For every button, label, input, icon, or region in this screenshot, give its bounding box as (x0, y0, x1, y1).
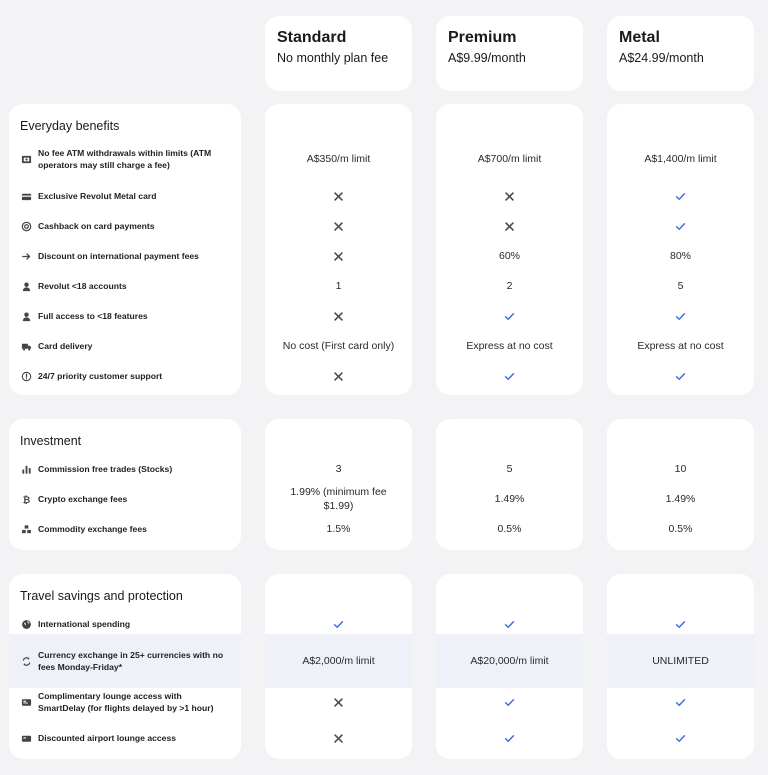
arrow-right-icon (21, 251, 32, 262)
cashback-icon (21, 221, 32, 232)
feature-row (9, 686, 241, 718)
plan-name: Standard (277, 29, 347, 46)
section-plan-card (607, 574, 754, 759)
plan-header (436, 16, 583, 67)
feature-label: International spending (38, 619, 131, 629)
feature-label: Exclusive Revolut Metal card (38, 191, 157, 201)
section-title: Everyday benefits (20, 119, 120, 133)
check-icon (265, 612, 412, 636)
plan-value: 1.49% (494, 493, 525, 505)
plan-value: 3 (335, 463, 342, 475)
plan-value: 5 (677, 280, 684, 292)
plan-value: A$1,400/m limit (644, 153, 717, 165)
check-icon (607, 686, 754, 718)
cross-icon (265, 726, 412, 750)
globe-icon (21, 619, 32, 630)
cross-icon (265, 214, 412, 238)
section-plan-card (436, 574, 583, 759)
plan-value: A$350/m limit (306, 153, 371, 165)
cross-icon (436, 184, 583, 208)
plan-value: Express at no cost (637, 340, 724, 352)
plan-value: 10 (674, 463, 687, 475)
feature-row (9, 640, 241, 682)
section-title: Investment (20, 434, 82, 448)
section-plan-card (265, 574, 412, 759)
feature-row (9, 483, 241, 515)
kid-icon (21, 311, 32, 322)
plan-value: 2 (506, 280, 513, 292)
plan-header (607, 16, 754, 67)
plan-value: 0.5% (668, 523, 693, 535)
plan-value: 1.5% (326, 523, 351, 535)
cross-icon (265, 304, 412, 328)
plan-header-card (436, 16, 583, 91)
feature-row (9, 184, 241, 208)
exchange-icon (21, 656, 32, 667)
plan-price: A$24.99/month (619, 51, 704, 65)
bar-chart-icon (21, 464, 32, 475)
lounge-icon (21, 697, 32, 708)
check-icon (607, 612, 754, 636)
plan-name: Metal (619, 29, 660, 46)
check-icon (436, 686, 583, 718)
svg-text:₿: ₿ (22, 494, 31, 505)
section-plan-card (265, 104, 412, 395)
section-plan-card (607, 419, 754, 550)
plan-value: 1.49% (665, 493, 696, 505)
feature-row (9, 244, 241, 268)
commodity-icon (21, 524, 32, 535)
atm-icon (21, 154, 32, 165)
section-feature-card (9, 419, 241, 550)
plan-price: No monthly plan fee (277, 51, 389, 65)
cross-icon (265, 244, 412, 268)
section-plan-card (607, 104, 754, 395)
check-icon (607, 184, 754, 208)
cross-icon (436, 214, 583, 238)
feature-label: Crypto exchange fees (38, 494, 128, 504)
plan-value: UNLIMITED (652, 655, 709, 667)
plan-value: 80% (669, 250, 691, 262)
feature-label: Currency exchange in 25+ currencies with no fees Monday-Friday* (38, 650, 224, 672)
feature-row (9, 144, 241, 174)
feature-label: Complimentary lounge access with SmartDelay (for flights delayed by >1 hour) (38, 691, 214, 713)
check-icon (436, 304, 583, 328)
plan-value: 1.99% (minimum fee $1.99) (290, 486, 387, 512)
bitcoin-icon (21, 494, 32, 505)
check-icon (436, 364, 583, 388)
plan-value: A$20,000/m limit (470, 655, 549, 667)
cross-icon (265, 184, 412, 208)
feature-label: Commission free trades (Stocks) (38, 464, 173, 474)
section-feature-card (9, 574, 241, 759)
plan-name: Premium (448, 29, 517, 46)
card-icon (21, 191, 32, 202)
section-feature-card (9, 104, 241, 395)
plan-value: A$2,000/m limit (302, 655, 375, 667)
feature-label: Full access to <18 features (38, 311, 148, 321)
plan-value: 60% (498, 250, 520, 262)
section-plan-card (265, 419, 412, 550)
feature-row (9, 612, 241, 636)
check-icon (607, 726, 754, 750)
plan-header-card (607, 16, 754, 91)
check-icon (436, 612, 583, 636)
feature-row (9, 214, 241, 238)
plan-price: A$9.99/month (448, 51, 526, 65)
check-icon (607, 304, 754, 328)
feature-label: Revolut <18 accounts (38, 281, 127, 291)
feature-row (9, 364, 241, 388)
cross-icon (265, 686, 412, 718)
feature-row (9, 334, 241, 358)
feature-row (9, 304, 241, 328)
feature-label: Discount on international payment fees (38, 251, 199, 261)
plan-header-card (265, 16, 412, 91)
feature-label: Card delivery (38, 341, 93, 351)
plan-value: 0.5% (497, 523, 522, 535)
feature-label: Discounted airport lounge access (38, 733, 177, 743)
section-plan-card (436, 419, 583, 550)
cross-icon (265, 364, 412, 388)
feature-label: Cashback on card payments (38, 221, 155, 231)
plan-value: 1 (335, 280, 342, 292)
check-icon (607, 364, 754, 388)
section-plan-card (436, 104, 583, 395)
feature-row (9, 517, 241, 541)
feature-label: No fee ATM withdrawals within limits (ATM operators may still charge a fee) (38, 148, 212, 170)
check-icon (607, 214, 754, 238)
support-icon (21, 371, 32, 382)
section-title: Travel savings and protection (20, 589, 183, 603)
truck-icon (21, 341, 32, 352)
check-icon (436, 726, 583, 750)
plan-header (265, 16, 412, 67)
plan-value: No cost (First card only) (282, 340, 395, 352)
feature-label: Commodity exchange fees (38, 524, 147, 534)
ticket-icon (21, 733, 32, 744)
kid-icon (21, 281, 32, 292)
feature-row (9, 726, 241, 750)
feature-label: 24/7 priority customer support (38, 371, 163, 381)
plan-value: 5 (506, 463, 513, 475)
feature-row (9, 274, 241, 298)
feature-row (9, 457, 241, 481)
plan-value: Express at no cost (466, 340, 553, 352)
plan-value: A$700/m limit (477, 153, 542, 165)
